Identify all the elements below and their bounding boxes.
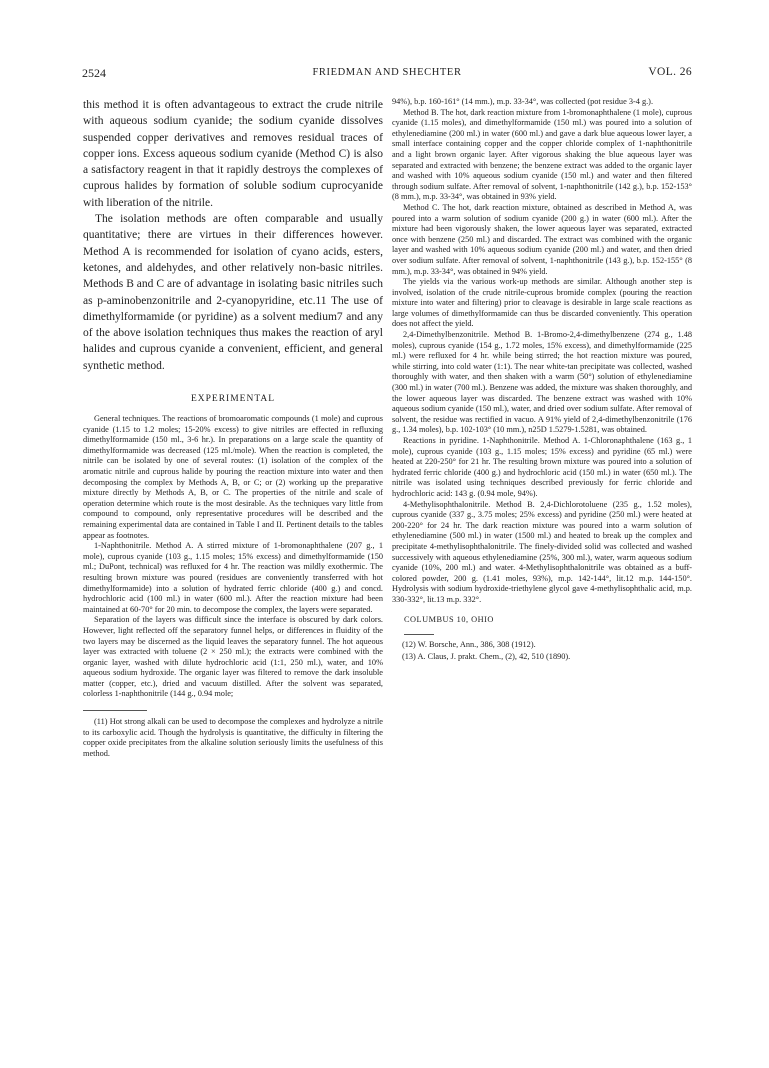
right-column	[392, 97, 692, 663]
method-b-paragraph: Method B. The hot, dark reaction mixture from 1-bromonaphthalene (1 mole), cuprous cyanide (1.15 moles), and dimethylformamide (150 ml.) was poured into a solution of ethylenediamine (200 ml.) in water (600 ml.) and gave a dark blue aqueous lower layer, a small interface containing copper and the copper chloride complex of 1-naphthonitrile and a light brown organic layer. After vigorous shaking the blue aqueous layer was separated and extracted with benzene; the benzene extract was added to the organic layer and washed with 10% aqueous sodium cyanide (150 ml.) and water and then filtered through sodium sulfate. After removal of solvent, 1-naphthonitrile (142 g.), b.p. 152-153° (8 mm.), m.p. 33-34°, was obtained in 93% yield.	[392, 107, 692, 202]
separation-paragraph: Separation of the layers was difficult since the interface is obscured by dark colors. However, light reflected off the separatory funnel helps, or differences in fluidity of the two layers may be discerned as the liquid leaves the separatory funnel. The hot aqueous layer was extracted with toluene (2 × 250 ml.); the extracts were combined with the organic layer, washed with dilute hydrochloric acid (1:1, 250 ml.), water, and 10% aqueous sodium hydroxide. The organic layer was filtered to remove the dark insoluble matter (copper, etc.), dried and vacuum distilled. After the solvent was separated, colorless 1-naphthonitrile (144 g., 0.94 mole;	[83, 615, 383, 699]
references-divider	[404, 634, 434, 635]
reference-12: (12) W. Borsche, Ann., 386, 308 (1912).	[402, 639, 536, 649]
footnote-divider	[83, 710, 147, 711]
page-header	[82, 66, 692, 82]
dimethylbenzonitrile-paragraph: 2,4-Dimethylbenzonitrile. Method B. 1-Bromo-2,4-dimethylbenzene (274 g., 1.48 moles), cuprous cyanide (154 g., 1.72 moles, 15% excess), and dimethylformamide (225 ml.) were refluxed for 4 hr. while being stirred; the hot reaction mixture was poured, while stirring, into cold water (1:1). The near white-tan precipitate was collected, washed thoroughly with water, and then shaken with a warm (50°) solution of ethylenediamine (300 ml.) in water (700 ml.). Benzene was added, the mixture was shaken thoroughly, and the lower aqueous layer was discarded. The benzene extract was washed with 10% aqueous sodium cyanide (150 ml.), water, and dried over sodium sulfate. After removal of solvent, the residue was rectified in vacuo. A 91% yield of 2,4-dimethylbenzonitrile (176 g., 1.34 moles), b.p. 102-103° (10 mm.), n25D 1.5279-1.5281, was obtained.	[392, 330, 692, 435]
naphthonitrile-method-a-paragraph: 1-Naphthonitrile. Method A. A stirred mixture of 1-bromonaphthalene (207 g., 1 mole), cuprous cyanide (103 g., 1.15 moles; 15% excess) and dimethylformamide (150 ml.; DuPont, technical) was refluxed for 4 hr. The reaction was mildly exothermic. The resulting brown mixture was poured (residues are conveniently transferred with hot dimethylformamide) into a solution of hydrated ferric chloride (400 g.) and concd. hydrochloric acid (100 ml.) in water (600 ml.). After the reaction mixture had been maintained at 60-70° for 20 min. to decompose the complex, the layers were separated.	[83, 541, 383, 614]
intro-text	[83, 97, 383, 374]
intro-paragraph-1: this method it is often advantageous to extract the crude nitrile with aqueous sodium cyanide; the sodium cyanide dissolves suspended copper derivatives and removes residual traces of copper ions. Excess aqueous sodium cyanide (Method C) is also a satisfactory reagent in that it rapidly destroys the complexes of cuprous halides by formation of soluble sodium cuprocyanide with liberation of the nitrile.	[83, 99, 383, 209]
footnote-text: (11) Hot strong alkali can be used to decompose the complexes and hydrolyze a nitrile to its carboxylic acid. Though the hydrolysis is quantitative, the difficulty in filtering the copper oxide precipitates from the alkaline solution seriously limits the usefulness of this method.	[83, 717, 383, 758]
references	[392, 639, 692, 662]
author-location: COLUMBUS 10, OHIO	[404, 614, 494, 624]
experimental-text	[83, 414, 383, 700]
continuation-paragraph: 94%), b.p. 160-161° (14 mm.), m.p. 33-34°, was collected (pot residue 3-4 g.).	[392, 97, 654, 106]
method-c-paragraph: Method C. The hot, dark reaction mixture, obtained as described in Method A, was poured into a warm solution of sodium cyanide (200 g.) in water (600 ml.). After the mixture had been vigorously shaken, the lower aqueous layer was separated, extracted once with benzene (250 ml.) and discarded. The extract was combined with the organic layer and washed with 10% aqueous sodium cyanide (200 ml.) and water, and then dried over sodium sulfate. After removal of solvent, 1-naphthonitrile (143 g.), b.p. 152-155° (8 mm.), m.p. 33-34°, was obtained in 94% yield.	[392, 202, 692, 276]
page-number: 2524	[82, 66, 106, 80]
reference-13: (13) A. Claus, J. prakt. Chem., (2), 42, 510 (1890).	[402, 651, 571, 661]
pyridine-reactions-paragraph: Reactions in pyridine. 1-Naphthonitrile. Method A. 1-Chloronaphthalene (163 g., 1 mole), cuprous cyanide (103 g., 1.15 moles; 15% excess) and pyridine (65 ml.) were heated at 220-250° for 21 hr. The resulting brown mixture was poured into a solution of hydrated ferric chloride (400 g.) and hydrochloric acid (150 ml.) in water (650 ml.). The nitrile was isolated using techniques described previously for ferric chloride and hydrochloric acid: 143 g. (0.94 mole, 94%).	[392, 436, 692, 498]
footnote-11	[83, 717, 383, 759]
volume-label: VOL. 26	[648, 66, 692, 78]
running-head: FRIEDMAN AND SHECHTER	[312, 67, 462, 78]
intro-paragraph-2: The isolation methods are often comparable and usually quantitative; there are virtues in their differences however. Method A is recommended for isolation of cyano acids, esters, ketones, and aldehydes, and other relatively non-basic nitriles. Methods B and C are of advantage in isolating basic nitriles such as p-aminobenzonitrile and 2-cyanopyridine, etc.11 The use of dimethylformamide (or pyridine) as a solvent medium7 and any of the above isolation techniques thus makes the reaction of aryl halides and cuprous cyanide a convenient, efficient, and general synthetic method.	[83, 213, 383, 372]
general-techniques-paragraph: General techniques. The reactions of bromoaromatic compounds (1 mole) and cuprous cyanide (1.15 to 1.2 moles; 15-20% excess) to give nitriles are effected in refluxing dimethylformamide (150 ml., 3-6 hr.). In preparations on a large scale the quantity of dimethylformamide was decreased (125 ml./mole). When the reaction is completed, the nitrile can be isolated by one of several routes: (1) isolation of the complex of the aromatic nitrile and cuprous halide by pouring the reaction mixture into water and then decomposing the complex by Methods A, B, or C; or (2) working up the preparative mixture directly by Methods A, B, or C. The properties of the nitrile and scale of operation determine which route is the most desirable. As the techniques vary little from compound to compound, only representative procedures will be described and the remaining experimental data are contained in Table I and II. Pertinent details to the tables appear as footnotes.	[83, 414, 383, 540]
yields-paragraph: The yields via the various work-up methods are similar. Although another step is involved, isolation of the crude nitrile-cuprous bromide complex (pouring the reaction mixture into water and filtering) prior to cleavage is desirable in large scale reactions as large volumes of dimethylformamide can thus be discarded conveniently. This operation does not affect the yield.	[392, 277, 692, 329]
right-experimental-text	[392, 97, 692, 606]
methylisophthalonitrile-paragraph: 4-Methylisophthalonitrile. Method B. 2,4-Dichlorotoluene (235 g., 1.52 moles), cuprous cyanide (337 g., 3.75 moles; 25% excess) and pyridine (250 ml.) were heated at 200-220° for 24 hr. The dark reaction mixture was poured into a warm solution of ethylenediamine (500 ml.) in water (1500 ml.) and heated to break up the complex and precipitate 4-methylisophthalonitrile. The finely-divided solid was collected and washed successively with aqueous ethylenediamine (25%, 300 ml.), water, warm aqueous sodium cyanide (10%, 200 ml.) and water. 4-Methylisophthalonitrile was obtained as a buff-colored powder, 200 g. (1.41 moles, 93%), m.p. 142-144°, lit.12 m.p. 144-150°. Hydrolysis with sodium hydroxide-triethylene glycol gave 4-methylisophthalic acid, m.p. 330-332°, lit.13 m.p. 332°.	[392, 499, 692, 604]
left-column	[83, 97, 383, 759]
section-heading-experimental: EXPERIMENTAL	[190, 394, 276, 405]
